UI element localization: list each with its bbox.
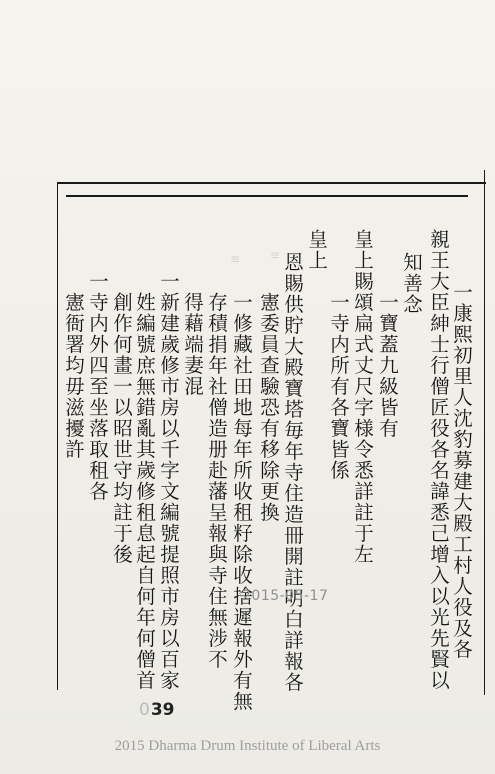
text-column-3: 知善念 <box>400 252 423 315</box>
text-column-17: 憲衙署均毋滋擾許 <box>62 292 85 460</box>
bleed-through-mark: ≡ <box>230 252 241 266</box>
text-column-4: 一寶蓋九級皆有 <box>376 292 399 439</box>
text-column-14: 姓編號庶無錯亂其歲修租息起自何年何僧首 <box>133 292 156 691</box>
text-column-6: 一寺内所有各寶皆係 <box>327 292 350 481</box>
watermark-credit: 2015 Dharma Drum Institute of Liberal Arts <box>114 738 381 754</box>
text-column-8: 恩賜供貯大殿寶塔毎年寺住造冊開註明白詳報各 <box>281 252 304 693</box>
text-column-5: 皇上賜頌扁式丈尺字様令悉詳註于左 <box>351 229 374 565</box>
text-column-13: 一新建歲修市房以千字文編號提照市房以百家 <box>157 271 180 691</box>
text-column-15: 創作何畫一以昭世守均註于後 <box>110 292 133 565</box>
text-column-16: 一寺内外四至坐落取租各 <box>86 271 109 502</box>
text-column-2: 親王大臣紳士行僧匠役各名諱悉己增入以光先賢以 <box>427 229 450 691</box>
text-column-7: 皇上 <box>305 229 328 271</box>
text-column-9: 憲委員查驗恐有移除更換 <box>257 292 280 523</box>
watermark-date: 2015-05-17 <box>242 588 329 604</box>
text-column-11: 存積捐年社僧造册赴藩呈報與寺住無涉不 <box>205 292 228 670</box>
bleed-through-mark: ≡ <box>270 248 281 262</box>
text-column-12: 得藉端妻混 <box>181 292 204 397</box>
right-frame-rule <box>484 170 485 695</box>
page-number-prefix: 0 <box>139 700 150 720</box>
text-column-10: 一修藏社田地每年所收租籽除收捨遲報外有無 <box>230 292 253 712</box>
page-number-value: 39 <box>150 700 175 720</box>
page-number <box>139 700 175 720</box>
text-column-1: 一康熙初里人沈豹募建大殿工村人役及各 <box>450 282 473 660</box>
